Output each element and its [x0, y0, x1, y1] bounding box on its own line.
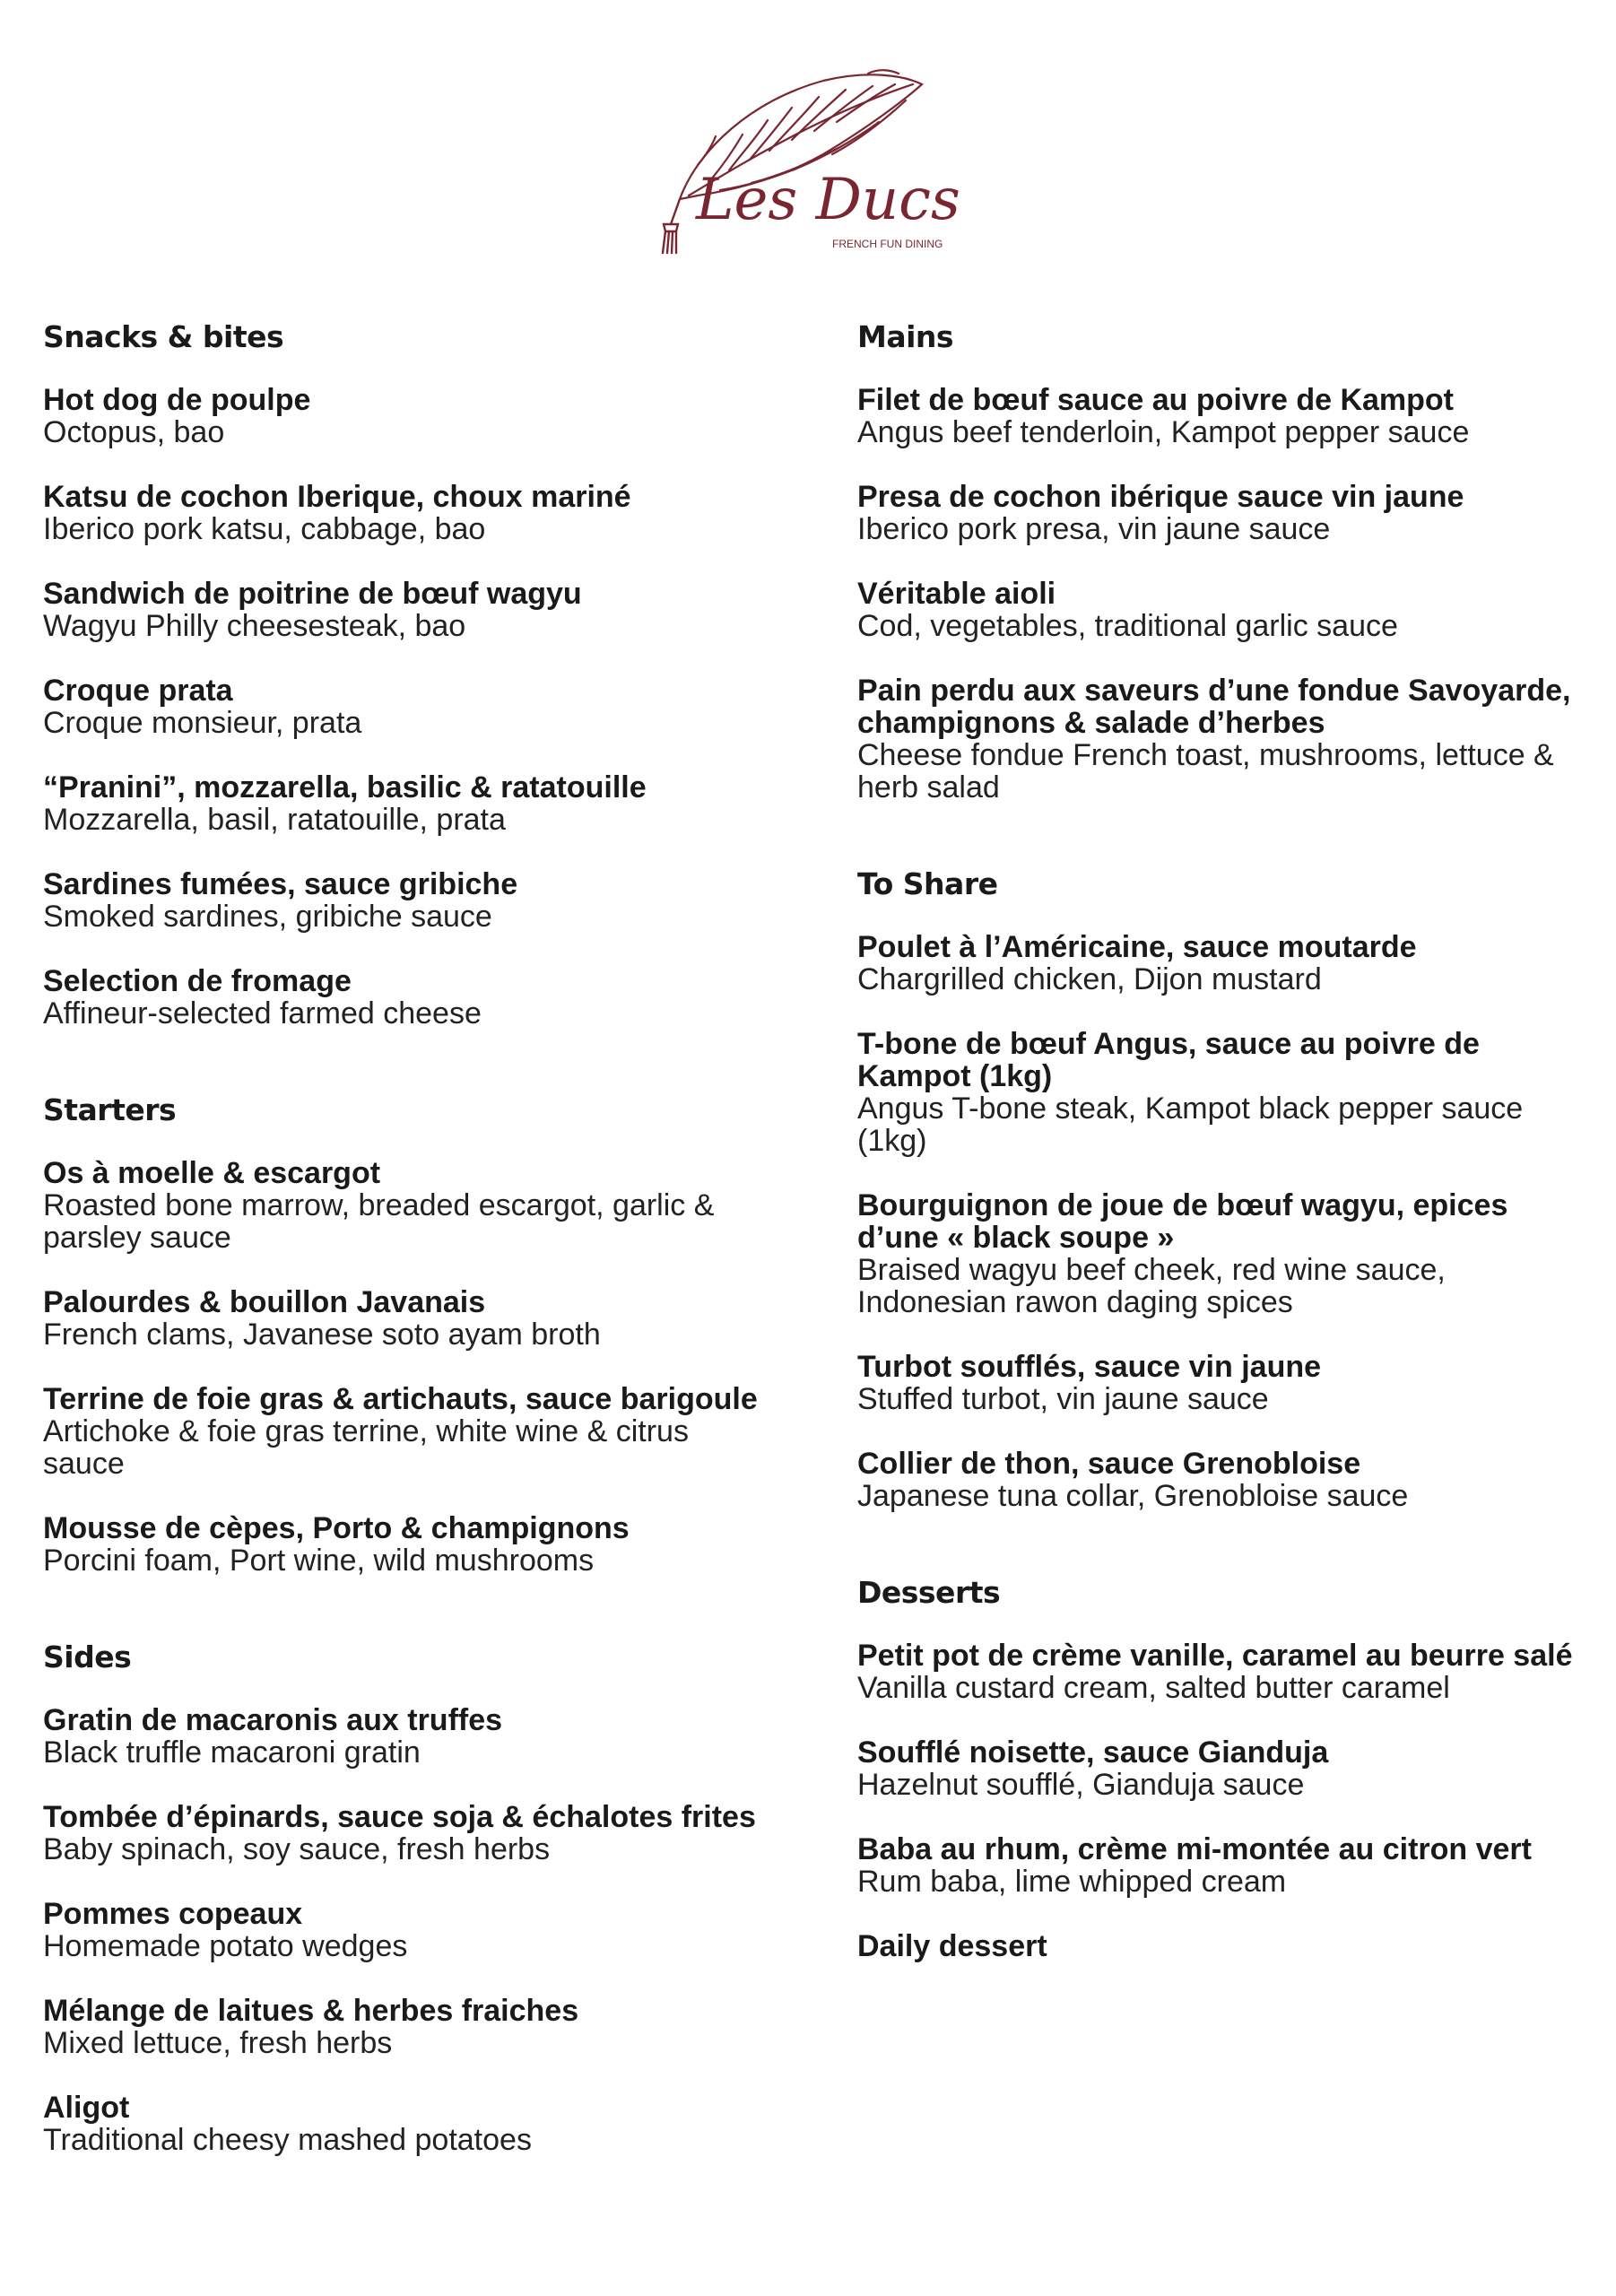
- menu-item-name: Sandwich de poitrine de bœuf wagyu: [43, 577, 582, 611]
- menu-item-name: “Pranini”, mozzarella, basilic & ratatouille: [43, 770, 647, 804]
- menu-item-name: Pommes copeaux: [43, 1897, 303, 1931]
- menu-item: [857, 578, 1593, 642]
- menu-item: [43, 1801, 778, 1866]
- menu-item-name: Collier de thon, sauce Grenobloise: [857, 1447, 1361, 1481]
- menu-item: [43, 1286, 778, 1351]
- menu-item-name: Aligot: [43, 2091, 130, 2125]
- menu-item-name: Poulet à l’Américaine, sauce moutarde: [857, 930, 1417, 964]
- menu-item-name: Gratin de macaronis aux truffes: [43, 1703, 503, 1737]
- section-title: Starters: [43, 1092, 177, 1127]
- menu-item: [43, 481, 778, 545]
- section-title: Sides: [43, 1639, 132, 1674]
- menu-item-description: Croque monsieur, prata: [43, 706, 362, 740]
- menu-item-name: Presa de cochon ibérique sauce vin jaune: [857, 480, 1464, 514]
- menu-item-name: Bourguignon de joue de bœuf wagyu, epices d’une « black soupe »: [857, 1188, 1508, 1255]
- menu-item-name: Daily dessert: [857, 1929, 1047, 1963]
- menu-item: [43, 1704, 778, 1769]
- section-title: Snacks & bites: [43, 319, 284, 354]
- menu-item-description: Braised wagyu beef cheek, red wine sauce, Indonesian rawon daging spices: [857, 1253, 1446, 1319]
- menu-item-description: Affineur-selected farmed cheese: [43, 996, 482, 1031]
- menu-item: [857, 481, 1593, 545]
- menu-item-description: Angus T-bone steak, Kampot black pepper sauce (1kg): [857, 1091, 1524, 1158]
- menu-item: [43, 1157, 778, 1254]
- menu-item-description: Japanese tuna collar, Grenobloise sauce: [857, 1479, 1409, 1513]
- menu-item-description: Rum baba, lime whipped cream: [857, 1865, 1287, 1899]
- menu-item: [43, 384, 778, 448]
- menu-section-mains: [857, 319, 1593, 804]
- menu-section-snacks-bites: [43, 319, 778, 1030]
- section-title: To Share: [857, 866, 998, 901]
- menu-item-description: Iberico pork katsu, cabbage, bao: [43, 512, 486, 546]
- menu-item-description: French clams, Javanese soto ayam broth: [43, 1318, 601, 1352]
- menu-item-name: Palourdes & bouillon Javanais: [43, 1285, 486, 1319]
- menu-item-description: Cod, vegetables, traditional garlic sauce: [857, 609, 1398, 643]
- menu-item-description: Homemade potato wedges: [43, 1929, 408, 1963]
- menu-item-description: Mixed lettuce, fresh herbs: [43, 2026, 393, 2060]
- menu-item: [857, 931, 1593, 996]
- menu-item-name: Hot dog de poulpe: [43, 383, 311, 417]
- menu-item-description: Mozzarella, basil, ratatouille, prata: [43, 803, 506, 837]
- menu-item-description: Traditional cheesy mashed potatoes: [43, 2123, 532, 2157]
- menu-item-description: Iberico pork presa, vin jaune sauce: [857, 512, 1331, 546]
- menu-item-description: Wagyu Philly cheesesteak, bao: [43, 609, 466, 643]
- menu-item-description: Stuffed turbot, vin jaune sauce: [857, 1382, 1269, 1416]
- menu-item: [857, 1930, 1593, 1962]
- menu-item: [43, 674, 778, 739]
- menu-item: [43, 965, 778, 1030]
- menu-item: [43, 2092, 778, 2156]
- menu-item-description: Black truffle macaroni gratin: [43, 1735, 421, 1770]
- menu-item: [857, 1351, 1593, 1415]
- menu-item-description: Artichoke & foie gras terrine, white wine & citrus sauce: [43, 1414, 689, 1481]
- menu-item-description: Vanilla custard cream, salted butter caramel: [857, 1671, 1450, 1705]
- menu-item-description: Baby spinach, soy sauce, fresh herbs: [43, 1832, 551, 1866]
- menu-item-name: Tombée d’épinards, sauce soja & échalotes frites: [43, 1800, 756, 1834]
- menu-item-name: Véritable aioli: [857, 577, 1056, 611]
- menu-item-name: Sardines fumées, sauce gribiche: [43, 867, 518, 901]
- menu-section-sides: [43, 1639, 778, 2156]
- menu-item: [857, 1448, 1593, 1512]
- menu-item-description: Smoked sardines, gribiche sauce: [43, 900, 492, 934]
- menu-item-description: Hazelnut soufflé, Gianduja sauce: [857, 1768, 1305, 1802]
- brand-tagline-lettering: FRENCH FUN DINING: [832, 238, 943, 250]
- menu-item-name: Filet de bœuf sauce au poivre de Kampot: [857, 383, 1454, 417]
- menu-right-column: [857, 319, 1593, 2025]
- menu-section-to-share: [857, 866, 1593, 1512]
- menu-item: [43, 1995, 778, 2059]
- section-title: Desserts: [857, 1575, 1001, 1610]
- menu-item: [857, 1736, 1593, 1801]
- menu-item-name: Baba au rhum, crème mi-montée au citron vert: [857, 1832, 1532, 1866]
- menu-item-name: Mélange de laitues & herbes fraiches: [43, 1994, 579, 2028]
- menu-item-description: Angus beef tenderloin, Kampot pepper sauce: [857, 415, 1470, 449]
- menu-item: [857, 674, 1593, 804]
- menu-item-name: Os à moelle & escargot: [43, 1156, 381, 1190]
- menu-item-description: Octopus, bao: [43, 415, 225, 449]
- menu-item: [857, 384, 1593, 448]
- menu-item: [43, 868, 778, 933]
- menu-item: [43, 1383, 778, 1480]
- menu-item: [857, 1189, 1593, 1318]
- menu-item-name: T-bone de bœuf Angus, sauce au poivre de Kampot (1kg): [857, 1027, 1480, 1093]
- menu-item-name: Pain perdu aux saveurs d’une fondue Savoyarde, champignons & salade d’herbes: [857, 674, 1571, 740]
- menu-item-name: Croque prata: [43, 674, 233, 708]
- menu-item-description: Cheese fondue French toast, mushrooms, lettuce & herb salad: [857, 738, 1554, 804]
- menu-left-column: [43, 319, 778, 2219]
- menu-item-name: Terrine de foie gras & artichauts, sauce barigoule: [43, 1382, 758, 1416]
- section-title: Mains: [857, 319, 954, 354]
- menu-item-description: Chargrilled chicken, Dijon mustard: [857, 962, 1322, 996]
- menu-item: [43, 771, 778, 836]
- menu-item: [857, 1639, 1593, 1704]
- feather-fork-logo-graphic: [644, 65, 976, 257]
- menu-item: [43, 1512, 778, 1577]
- menu-item-name: Katsu de cochon Iberique, choux mariné: [43, 480, 631, 514]
- menu-item: [43, 578, 778, 642]
- menu-section-desserts: [857, 1575, 1593, 1962]
- menu-item-description: Roasted bone marrow, breaded escargot, garlic & parsley sauce: [43, 1188, 715, 1255]
- menu-item-name: Soufflé noisette, sauce Gianduja: [857, 1735, 1329, 1770]
- menu-item: [43, 1898, 778, 1962]
- restaurant-logo: [644, 65, 976, 257]
- menu-item: [857, 1833, 1593, 1898]
- menu-item: [857, 1028, 1593, 1157]
- menu-item-name: Petit pot de crème vanille, caramel au beurre salé: [857, 1639, 1573, 1673]
- menu-section-starters: [43, 1092, 778, 1577]
- menu-item-name: Selection de fromage: [43, 964, 352, 998]
- brand-name-lettering: Les Ducs: [696, 167, 960, 233]
- menu-item-description: Porcini foam, Port wine, wild mushrooms: [43, 1544, 595, 1578]
- menu-item-name: Mousse de cèpes, Porto & champignons: [43, 1511, 630, 1545]
- menu-item-name: Turbot soufflés, sauce vin jaune: [857, 1350, 1322, 1384]
